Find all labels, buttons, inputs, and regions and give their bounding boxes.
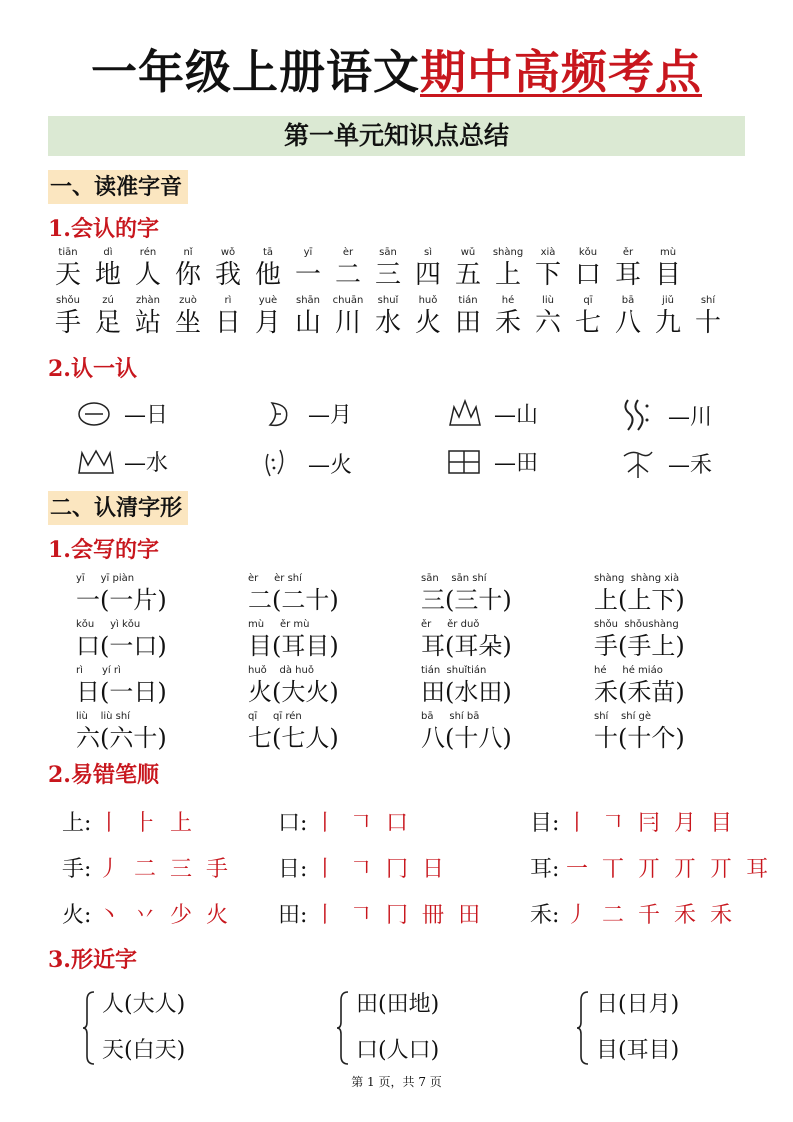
char-cell: [568, 294, 608, 338]
pinyin: tián shuǐtián: [421, 665, 487, 676]
char-cell: [288, 294, 328, 338]
stroke-order-item: [62, 806, 206, 837]
word: 八(十八): [421, 724, 512, 752]
char-cell: [168, 246, 208, 290]
stroke-step: 丨: [314, 811, 337, 836]
similar-word: 天(白天): [102, 1038, 186, 1063]
pinyin: nǐ: [183, 247, 193, 258]
stroke-step: ⺊: [134, 811, 157, 836]
pinyin: mù ěr mù: [248, 619, 310, 630]
brace-icon: [336, 990, 350, 1066]
pinyin: hé hé miáo: [594, 665, 663, 676]
pinyin: wǔ: [460, 247, 476, 258]
hanzi: 火: [414, 308, 441, 338]
stroke-step: 耳: [746, 857, 769, 882]
hanzi: 六: [534, 308, 561, 338]
pictograph-shan: —山: [446, 398, 538, 429]
stroke-step: 𠃍: [350, 811, 373, 836]
stroke-order-item: [62, 852, 242, 883]
hanzi: 手: [54, 308, 81, 338]
write-word: [421, 618, 591, 660]
pinyin: bā: [621, 295, 635, 306]
similar-group: [356, 982, 439, 1074]
brace-icon: [82, 990, 96, 1066]
pinyin: èr: [342, 247, 354, 258]
pinyin: rì: [224, 295, 232, 306]
hanzi: 耳: [614, 260, 641, 290]
char-cell: [288, 246, 328, 290]
subheading-write-chars: 1.会写的字: [48, 537, 159, 563]
char-cell: [208, 294, 248, 338]
grain-pictograph-icon: [620, 446, 660, 480]
stroke-step: 千: [638, 903, 661, 928]
pinyin: sān sān shí: [421, 573, 487, 584]
section-heading-glyph-shape: 二、认清字形: [48, 491, 188, 525]
pinyin: shǒu shǒushàng: [594, 619, 679, 630]
char-cell: [328, 246, 368, 290]
subheading-recognize-chars: 1.会认的字: [48, 216, 159, 242]
word: 日(一日): [76, 678, 167, 706]
hanzi: 天: [54, 260, 81, 290]
char-cell: [448, 294, 488, 338]
stroke-step: 二: [134, 857, 157, 882]
hanzi: 九: [654, 308, 681, 338]
char-cell: [488, 294, 528, 338]
word: 七(七人): [248, 724, 339, 752]
pinyin: shí: [700, 295, 716, 306]
hanzi: 口: [574, 260, 601, 290]
pinyin: shǒu: [55, 295, 80, 306]
word: 手(手上): [594, 632, 685, 660]
write-word: [76, 664, 246, 706]
pinyin: huǒ dà huǒ: [248, 665, 314, 676]
subheading-similar-chars: 3.形近字: [48, 947, 137, 973]
char-row-2: [48, 294, 728, 338]
stroke-step: 𠃍: [350, 903, 373, 928]
pinyin: mù: [659, 247, 677, 258]
stroke-step: 丷: [134, 903, 157, 928]
pinyin: hé: [501, 295, 515, 306]
moon-pictograph-icon: [260, 399, 300, 429]
char-cell: [208, 246, 248, 290]
hanzi: 他: [254, 260, 281, 290]
hanzi: 一: [294, 260, 321, 290]
pinyin: ěr ěr duǒ: [421, 619, 480, 630]
pinyin: ěr: [622, 247, 634, 258]
similar-group: [596, 982, 679, 1074]
word: 十(十个): [594, 724, 685, 752]
stroke-step: 禾: [710, 903, 733, 928]
word: 三(三十): [421, 586, 512, 614]
pinyin: bā shí bā: [421, 711, 480, 722]
pinyin: shàng shàng xià: [594, 573, 680, 584]
pinyin: jiǔ: [662, 295, 674, 306]
pinyin: liù: [542, 295, 554, 306]
char-cell: [648, 294, 688, 338]
hanzi: 下: [534, 260, 561, 290]
hanzi: 地: [94, 260, 121, 290]
hanzi: 五: [454, 260, 481, 290]
hanzi: 八: [614, 308, 641, 338]
word: 口(一口): [76, 632, 167, 660]
char-cell: [248, 294, 288, 338]
hanzi: 月: [254, 308, 281, 338]
write-word: [248, 710, 418, 752]
stroke-label: 手:: [62, 857, 92, 882]
pinyin: qī: [583, 295, 593, 306]
stroke-step: 目: [710, 811, 733, 836]
word: 一(一片): [76, 586, 167, 614]
fire-pictograph-icon: [260, 446, 300, 480]
stroke-step: 一: [566, 857, 589, 882]
char-cell: [688, 294, 728, 338]
write-word: [421, 572, 591, 614]
pinyin: sān: [379, 247, 397, 258]
similar-word: 田(田地): [356, 992, 440, 1017]
pinyin: dì: [103, 247, 113, 258]
stroke-step: 丨: [314, 903, 337, 928]
stroke-step: 丨: [566, 811, 589, 836]
hanzi: 日: [214, 308, 241, 338]
char-cell: [128, 294, 168, 338]
stroke-step: 丌: [710, 857, 733, 882]
pinyin: huǒ: [418, 295, 438, 306]
field-pictograph-icon: [446, 447, 486, 477]
river-pictograph-icon: [620, 398, 660, 432]
write-word: [76, 710, 246, 752]
unit-title: 第一单元知识点总结: [48, 116, 745, 156]
char-cell: [368, 246, 408, 290]
similar-word: 目(耳目): [596, 1038, 680, 1063]
stroke-step: 丅: [602, 857, 625, 882]
stroke-step: 丌: [638, 857, 661, 882]
pinyin: shuǐ: [377, 295, 399, 306]
pinyin: rì yí rì: [76, 665, 121, 676]
write-word: [248, 572, 418, 614]
pinyin: èr èr shí: [248, 573, 302, 584]
stroke-label: 禾:: [530, 903, 560, 928]
pinyin: kǒu yì kǒu: [76, 619, 141, 630]
word: 上(上下): [594, 586, 685, 614]
stroke-label: 口:: [278, 811, 308, 836]
stroke-step: 丨: [314, 857, 337, 882]
char-cell: [528, 246, 568, 290]
char-cell: [488, 246, 528, 290]
stroke-step: 田: [458, 903, 481, 928]
similar-word: 人(大人): [102, 992, 186, 1017]
hanzi: 目: [654, 260, 681, 290]
hanzi: 你: [174, 260, 201, 290]
stroke-order-item: [530, 852, 782, 883]
stroke-step: 口: [386, 811, 409, 836]
char-cell: [88, 246, 128, 290]
pictograph-ri: —日: [76, 398, 168, 429]
stroke-step: 少: [170, 903, 193, 928]
stroke-step: 𠃍: [350, 857, 373, 882]
char-cell: [128, 246, 168, 290]
pinyin: zuò: [179, 295, 197, 306]
hanzi: 我: [214, 260, 241, 290]
char-cell: [528, 294, 568, 338]
pinyin: shí shí gè: [594, 711, 652, 722]
pinyin: xià: [540, 247, 556, 258]
hanzi: 坐: [174, 308, 201, 338]
stroke-step: 二: [602, 903, 625, 928]
write-word: [248, 618, 418, 660]
pictograph-huo: —火: [260, 446, 352, 480]
pictograph-chuan: —川: [620, 398, 712, 432]
hanzi: 十: [694, 308, 721, 338]
stroke-step: 冊: [422, 903, 445, 928]
pinyin: yī: [303, 247, 313, 258]
hanzi: 三: [374, 260, 401, 290]
char-cell: [408, 246, 448, 290]
hanzi: 四: [414, 260, 441, 290]
char-cell: [48, 246, 88, 290]
pinyin: rén: [139, 247, 157, 258]
write-word: [594, 664, 764, 706]
word: 田(水田): [421, 678, 512, 706]
pinyin: zhàn: [135, 295, 161, 306]
stroke-order-item: [278, 852, 458, 883]
write-word: [594, 710, 764, 752]
stroke-step: 冂: [386, 857, 409, 882]
pinyin: tiān: [58, 247, 78, 258]
pinyin: kǒu: [578, 247, 598, 258]
subheading-stroke-order: 2.易错笔顺: [48, 762, 159, 788]
brace-icon: [576, 990, 590, 1066]
pinyin: qī qī rén: [248, 711, 302, 722]
pinyin: liù liù shí: [76, 711, 131, 722]
hanzi: 禾: [494, 308, 521, 338]
stroke-label: 耳:: [530, 857, 560, 882]
stroke-step: 日: [422, 857, 445, 882]
stroke-step: 丨: [98, 811, 121, 836]
stroke-label: 田:: [278, 903, 308, 928]
hanzi: 田: [454, 308, 481, 338]
pictograph-he: —禾: [620, 446, 712, 480]
pinyin: yuè: [258, 295, 278, 306]
pinyin: wǒ: [220, 247, 236, 258]
stroke-label: 目:: [530, 811, 560, 836]
stroke-label: 上:: [62, 811, 92, 836]
write-word: [421, 664, 591, 706]
stroke-step: 𠃍: [602, 811, 625, 836]
subheading-pictographs: 2.认一认: [48, 356, 137, 382]
char-cell: [408, 294, 448, 338]
char-cell: [648, 246, 688, 290]
stroke-step: 月: [674, 811, 697, 836]
write-word: [76, 572, 246, 614]
page-title: 一年级上册语文期中高频考点: [91, 45, 702, 99]
pictograph-shui: —水: [76, 446, 168, 477]
stroke-step: 三: [170, 857, 193, 882]
stroke-step: 丿: [566, 903, 589, 928]
hanzi: 水: [374, 308, 401, 338]
stroke-order-item: [278, 898, 494, 929]
stroke-step: 禾: [674, 903, 697, 928]
pinyin: tā: [262, 247, 274, 258]
hanzi: 人: [134, 260, 161, 290]
char-cell: [88, 294, 128, 338]
word: 火(大火): [248, 678, 339, 706]
pinyin: sì: [424, 247, 432, 258]
stroke-step: 火: [206, 903, 229, 928]
pinyin: chuān: [332, 295, 364, 306]
write-word: [76, 618, 246, 660]
pictograph-yue: —月: [260, 398, 352, 429]
char-cell: [608, 294, 648, 338]
pinyin: shàng: [492, 247, 524, 258]
pinyin: zú: [102, 295, 114, 306]
char-cell: [248, 246, 288, 290]
write-word: [594, 572, 764, 614]
section-heading-pronunciation: 一、读准字音: [48, 170, 188, 204]
char-cell: [608, 246, 648, 290]
stroke-step: 冂: [386, 903, 409, 928]
char-cell: [328, 294, 368, 338]
write-word: [594, 618, 764, 660]
char-cell: [568, 246, 608, 290]
word: 目(耳目): [248, 632, 339, 660]
word: 六(六十): [76, 724, 167, 752]
hanzi: 上: [494, 260, 521, 290]
stroke-order-item: [62, 898, 242, 929]
word: 耳(耳朵): [421, 632, 512, 660]
similar-word: 口(人口): [356, 1038, 440, 1063]
stroke-label: 火:: [62, 903, 92, 928]
pinyin: yī yī piàn: [76, 573, 135, 584]
similar-group: [102, 982, 185, 1074]
hanzi: 二: [334, 260, 361, 290]
stroke-step: 丌: [674, 857, 697, 882]
word: 二(二十): [248, 586, 339, 614]
sun-pictograph-icon: [76, 399, 116, 429]
hanzi: 山: [294, 308, 321, 338]
pictograph-tian: —田: [446, 446, 538, 477]
pinyin: tián: [458, 295, 478, 306]
stroke-step: 冃: [638, 811, 661, 836]
water-pictograph-icon: [76, 447, 116, 477]
char-cell: [448, 246, 488, 290]
write-word: [248, 664, 418, 706]
stroke-step: 丶: [98, 903, 121, 928]
stroke-order-item: [530, 898, 746, 929]
hanzi: 川: [334, 308, 361, 338]
hanzi: 七: [574, 308, 601, 338]
hanzi: 站: [134, 308, 161, 338]
hanzi: 足: [94, 308, 121, 338]
word: 禾(禾苗): [594, 678, 685, 706]
char-row-1: [48, 246, 688, 290]
similar-word: 日(日月): [596, 992, 680, 1017]
stroke-label: 日:: [278, 857, 308, 882]
write-word: [421, 710, 591, 752]
char-cell: [368, 294, 408, 338]
mountain-pictograph-icon: [446, 399, 486, 429]
char-cell: [168, 294, 208, 338]
stroke-step: 丿: [98, 857, 121, 882]
stroke-order-item: [278, 806, 422, 837]
stroke-step: 上: [170, 811, 193, 836]
stroke-step: 手: [206, 857, 229, 882]
page-footer: 第 1 页，共 7 页: [351, 1075, 442, 1089]
char-cell: [48, 294, 88, 338]
stroke-order-item: [530, 806, 746, 837]
pinyin: shān: [295, 295, 320, 306]
